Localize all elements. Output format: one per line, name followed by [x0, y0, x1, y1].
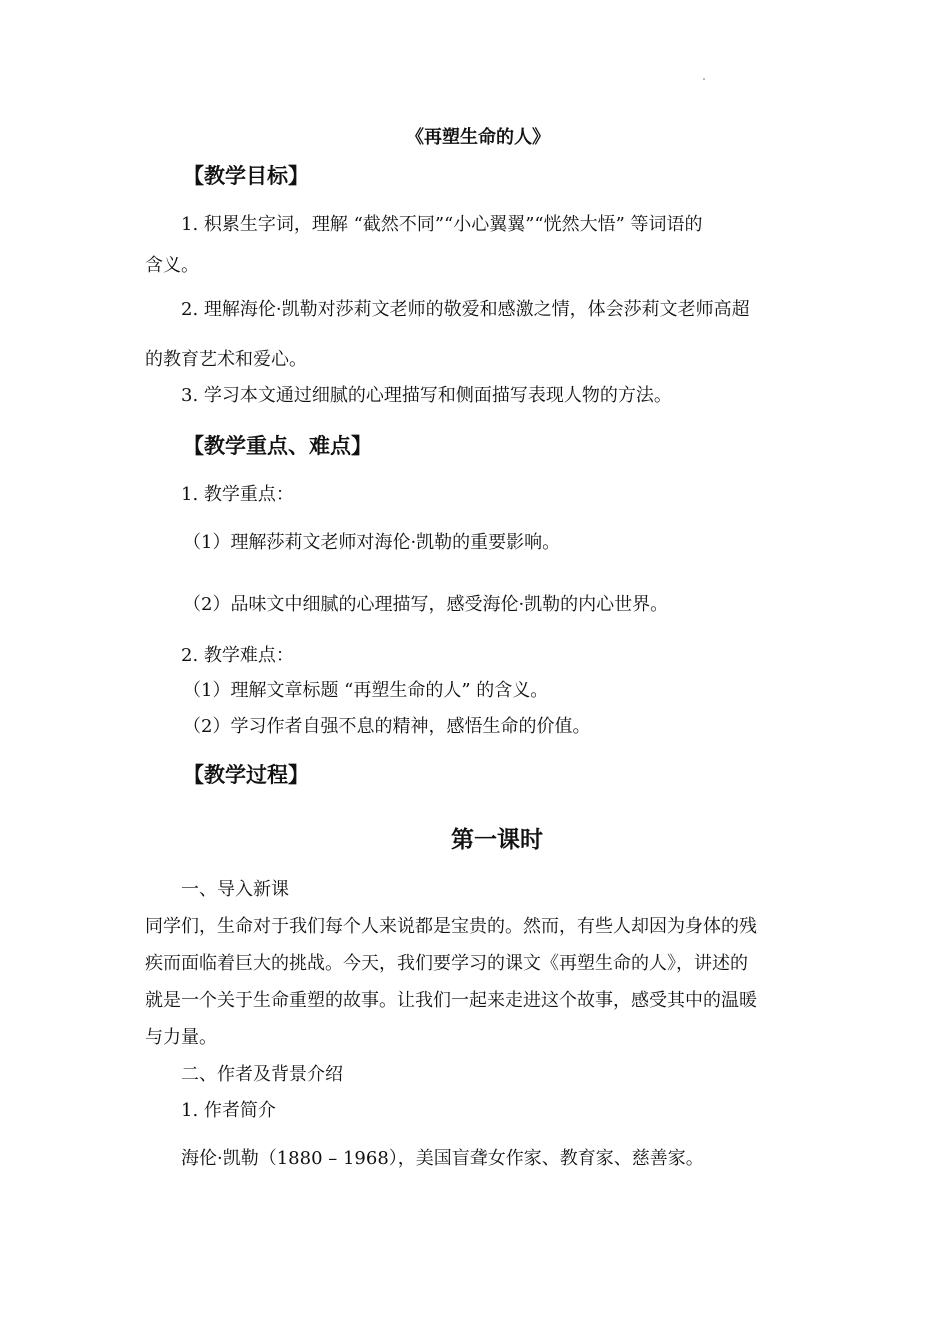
document-title: 《再塑生命的人》: [406, 127, 550, 148]
focus-item-2: （2）品味文中细腻的心理描写，感受海伦·凯勒的内心世界。: [183, 594, 669, 615]
focus-label: 1. 教学重点：: [181, 484, 294, 505]
section-1-heading: 一、导入新课: [181, 879, 289, 900]
objective-2-line-1: 2. 理解海伦·凯勒对莎莉文老师的敬爱和感激之情，体会莎莉文老师高超: [181, 299, 750, 320]
intro-line-3: 就是一个关于生命重塑的故事。让我们一起来走进这个故事，感受其中的温暖: [145, 990, 757, 1011]
intro-line-1: 同学们，生命对于我们每个人来说都是宝贵的。然而，有些人却因为身体的残: [145, 916, 757, 937]
focus-item-1: （1）理解莎莉文老师对海伦·凯勒的重要影响。: [183, 532, 561, 553]
lesson-title: 第一课时: [451, 827, 543, 853]
section-2-heading: 二、作者及背景介绍: [181, 1064, 343, 1085]
key-points-heading: 【教学重点、难点】: [183, 434, 372, 458]
objective-1-line-2: 含义。: [145, 255, 199, 276]
intro-line-2: 疾而面临着巨大的挑战。今天，我们要学习的课文《再塑生命的人》，讲述的: [145, 953, 748, 974]
objective-1-line-1: 1. 积累生字词，理解 “截然不同”“小心翼翼”“恍然大悟” 等词语的: [181, 214, 703, 235]
author-label: 1. 作者简介: [181, 1100, 276, 1121]
intro-line-4: 与力量。: [145, 1027, 217, 1048]
difficulty-item-1: （1）理解文章标题 “再塑生命的人” 的含义。: [183, 680, 549, 701]
objective-3: 3. 学习本文通过细腻的心理描写和侧面描写表现人物的方法。: [181, 385, 672, 406]
author-text: 海伦·凯勒（1880 – 1968），美国盲聋女作家、教育家、慈善家。: [181, 1148, 704, 1169]
stray-mark: [703, 78, 705, 80]
process-heading: 【教学过程】: [183, 763, 309, 787]
objective-2-line-2: 的教育艺术和爱心。: [145, 349, 307, 370]
difficulty-label: 2. 教学难点：: [181, 645, 294, 666]
objectives-heading: 【教学目标】: [183, 164, 309, 188]
difficulty-item-2: （2）学习作者自强不息的精神，感悟生命的价值。: [183, 716, 591, 737]
